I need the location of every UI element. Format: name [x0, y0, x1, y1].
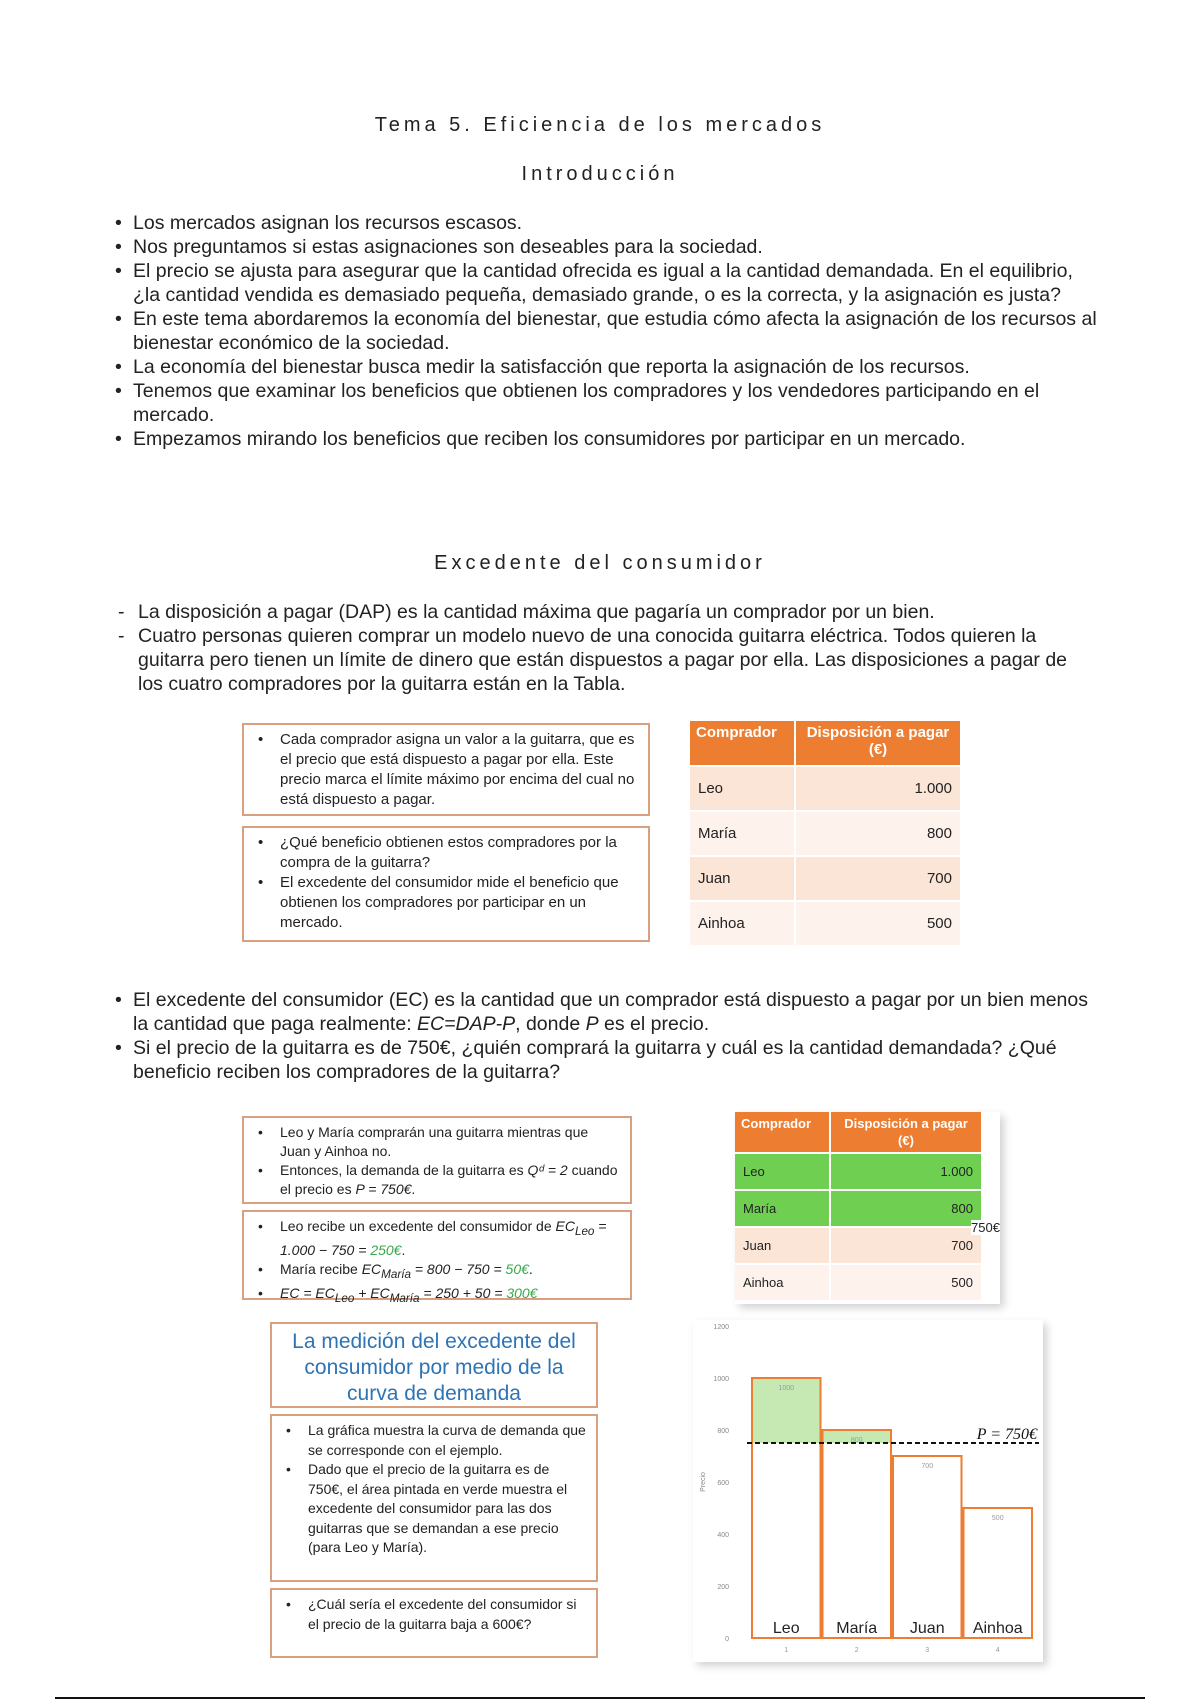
table-row — [690, 766, 960, 811]
formula-part: EC = EC — [280, 1284, 335, 1301]
table-row — [690, 856, 960, 901]
text: María recibe — [280, 1260, 362, 1277]
dap-value: 700 — [795, 856, 960, 901]
list-item: • ¿Cuál sería el excedente del consumidor si el precio de la guitarra baja a 600€? — [282, 1595, 586, 1634]
text: , donde — [515, 1013, 586, 1035]
table-row — [690, 811, 960, 856]
data-label: 700 — [921, 1463, 934, 1470]
dap-table-highlight — [735, 1112, 981, 1300]
list-item: • Cada comprador asigna un valor a la guitarra, que es el precio que está dispuesto a pagar por ella. Este precio marca el límite máximo por encima del cual no está dispuesto a pagar. — [254, 730, 638, 810]
list-item — [254, 1284, 620, 1308]
section-title: La medición del excedente del consumidor por medio de la curva de demanda — [292, 1330, 576, 1405]
section-heading: Excedente del consumidor — [434, 552, 766, 574]
buyer-name: Ainhoa — [690, 901, 795, 945]
list-item — [254, 1161, 620, 1199]
list-item: • El precio se ajusta para asegurar que la cantidad ofrecida es igual a la cantidad demandada. En el equilibrio, ¿la cantidad vendida es demasiado pequeña, demasiado grande, o es la correcta, y la asignación es justa? — [115, 259, 1100, 307]
text: Entonces, la demanda de la guitarra es — [280, 1162, 528, 1178]
dap-value: 500 — [795, 901, 960, 945]
list-item: • Si el precio de la guitarra es de 750€, ¿quién comprará la guitarra y cuál es la cantidad demandada? ¿Qué beneficio reciben los compradores de la guitarra? — [115, 1036, 1100, 1084]
demand-bar — [893, 1456, 962, 1638]
list-item: • Los mercados asignan los recursos escasos. — [115, 211, 1100, 235]
formula — [361, 1260, 529, 1281]
formula: P = 750€ — [355, 1181, 412, 1197]
text: Leo recibe un excedente del consumidor de — [280, 1218, 556, 1234]
intro-list — [115, 211, 1100, 451]
list-item: • En este tema abordaremos la economía del bienestar, que estudia cómo afecta la asignación de los recursos al bienestar económico de la sociedad. — [115, 307, 1100, 355]
list-item: - Cuatro personas quieren comprar un modelo nuevo de una conocida guitarra eléctrica. Todos quieren la guitarra pero tienen un límite de dinero que están dispuestos a pagar por ella. Las disposiciones a pagar de los cuatro compradores por la guitarra están en la Tabla. — [118, 624, 1078, 696]
data-label: 800 — [850, 1437, 863, 1444]
text: . — [528, 1260, 533, 1277]
list-item: • Dado que el precio de la guitarra es de 750€, el área pintada en verde muestra el excedente del consumidor para las dos guitarras que se demandan a ese precio (para Leo y María). — [282, 1460, 586, 1558]
formula-part: + EC — [354, 1284, 390, 1301]
dap-table — [690, 721, 960, 945]
text: cuando el precio es — [280, 1162, 618, 1197]
text: El excedente del consumidor (EC) es la cantidad que un comprador está dispuesto a pagar por un bien menos la cantidad que paga realmente: — [133, 989, 1088, 1035]
text: . — [401, 1241, 406, 1258]
surplus-value: 300€ — [506, 1284, 538, 1301]
column-header: Disposición a pagar (€) — [795, 721, 960, 766]
table-row — [735, 1227, 981, 1264]
formula-part: EC — [555, 1218, 575, 1234]
demand-bar — [964, 1508, 1033, 1638]
buyer-name: María — [690, 811, 795, 856]
buyer-name: Ainhoa — [735, 1264, 830, 1300]
x-tick-label: 3 — [925, 1647, 930, 1654]
x-tick-label: 2 — [854, 1647, 859, 1654]
list-item — [115, 988, 1100, 1036]
x-tick-label: 4 — [995, 1647, 1000, 1654]
dap-value: 700 — [830, 1227, 981, 1264]
formula-sub: María — [389, 1291, 420, 1305]
y-axis-label: Precio — [700, 1472, 707, 1492]
demand-bar — [823, 1430, 892, 1638]
formula-part: = 1.000 − 750 = — [280, 1218, 607, 1258]
formula-sub: Leo — [334, 1291, 355, 1305]
demand-chart — [693, 1320, 1043, 1662]
text: es el precio. — [598, 1013, 710, 1035]
dap-info-box — [242, 723, 650, 816]
dap-value: 800 — [830, 1190, 981, 1227]
list-item — [254, 1217, 620, 1260]
x-tick-label: 1 — [784, 1647, 789, 1654]
dap-value: 1.000 — [830, 1153, 981, 1190]
surplus-calc-box — [242, 1210, 632, 1305]
formula-sub: Leo — [574, 1224, 595, 1238]
data-label: 500 — [991, 1515, 1004, 1522]
column-header: Comprador — [735, 1112, 830, 1153]
column-header: Disposición a pagar (€) — [830, 1112, 981, 1153]
ec-dash-list — [118, 600, 1078, 696]
table-row — [735, 1264, 981, 1300]
y-tick-label: 600 — [717, 1480, 729, 1487]
price-tag: 750€ — [971, 1220, 1000, 1235]
category-label: Ainhoa — [972, 1620, 1023, 1637]
formula-part: = 250 + 50 = — [419, 1284, 507, 1301]
category-label: María — [836, 1620, 878, 1637]
table-row — [690, 901, 960, 945]
demand-box — [242, 1116, 632, 1204]
list-item: • La economía del bienestar busca medir la satisfacción que reporta la asignación de los recursos. — [115, 355, 1100, 379]
formula-part: EC — [361, 1260, 382, 1277]
y-tick-label: 400 — [717, 1532, 729, 1539]
ec-definition-list — [115, 988, 1100, 1084]
divider — [55, 1697, 1145, 1699]
surplus-value: 50€ — [505, 1260, 529, 1277]
y-tick-label: 1000 — [713, 1376, 729, 1383]
list-item: • ¿Qué beneficio obtienen estos compradores por la compra de la guitarra? — [254, 833, 638, 873]
dap-value: 500 — [830, 1264, 981, 1300]
page-title: Tema 5. Eficiencia de los mercados — [374, 114, 826, 136]
data-label: 1000 — [778, 1385, 795, 1392]
formula-part: = 800 − 750 = — [410, 1260, 506, 1277]
table-row — [735, 1153, 981, 1190]
dap-table-highlight-card — [735, 1112, 1000, 1304]
formula: P — [585, 1013, 599, 1035]
chart-explanation-box — [270, 1414, 598, 1582]
buyer-name: Leo — [735, 1153, 830, 1190]
table-row — [735, 1190, 981, 1227]
formula — [280, 1284, 538, 1305]
list-item: • El excedente del consumidor mide el beneficio que obtienen los compradores por participar en un mercado. — [254, 873, 638, 933]
list-item: • Empezamos mirando los beneficios que reciben los consumidores por participar en un mercado. — [115, 427, 1100, 451]
y-tick-label: 1200 — [713, 1324, 729, 1331]
intro-heading: Introducción — [521, 163, 679, 185]
price-label: P = 750€ — [976, 1426, 1037, 1443]
buyer-name: Leo — [690, 766, 795, 811]
dap-value: 800 — [795, 811, 960, 856]
dap-value: 1.000 — [795, 766, 960, 811]
list-item: • Nos preguntamos si estas asignaciones son deseables para la sociedad. — [115, 235, 1100, 259]
formula-sub: María — [381, 1267, 411, 1281]
list-item: • Tenemos que examinar los beneficios que obtienen los compradores y los vendedores participando en el mercado. — [115, 379, 1100, 427]
list-item: • La gráfica muestra la curva de demanda que se corresponde con el ejemplo. — [282, 1421, 586, 1460]
surplus-value: 250€ — [370, 1241, 402, 1258]
y-tick-label: 200 — [717, 1584, 729, 1591]
text: . — [411, 1181, 416, 1197]
formula: EC=DAP-P — [417, 1013, 516, 1035]
demand-chart-card — [693, 1320, 1043, 1662]
buyer-name: Juan — [735, 1227, 830, 1264]
y-tick-label: 800 — [717, 1428, 729, 1435]
list-item: • Leo y María comprarán una guitarra mientras que Juan y Ainhoa no. — [254, 1123, 620, 1161]
benefit-question-box — [242, 826, 650, 942]
category-label: Juan — [909, 1620, 945, 1637]
category-label: Leo — [772, 1620, 800, 1637]
y-tick-label: 0 — [725, 1636, 729, 1643]
buyer-name: Juan — [690, 856, 795, 901]
demand-curve-title-box — [270, 1322, 598, 1408]
list-item: - La disposición a pagar (DAP) es la cantidad máxima que pagaría un comprador por un bien. — [118, 600, 1078, 624]
formula: Qᵈ = 2 — [527, 1162, 568, 1178]
list-item — [254, 1260, 620, 1284]
question-box — [270, 1588, 598, 1658]
column-header: Comprador — [690, 721, 795, 766]
buyer-name: María — [735, 1190, 830, 1227]
